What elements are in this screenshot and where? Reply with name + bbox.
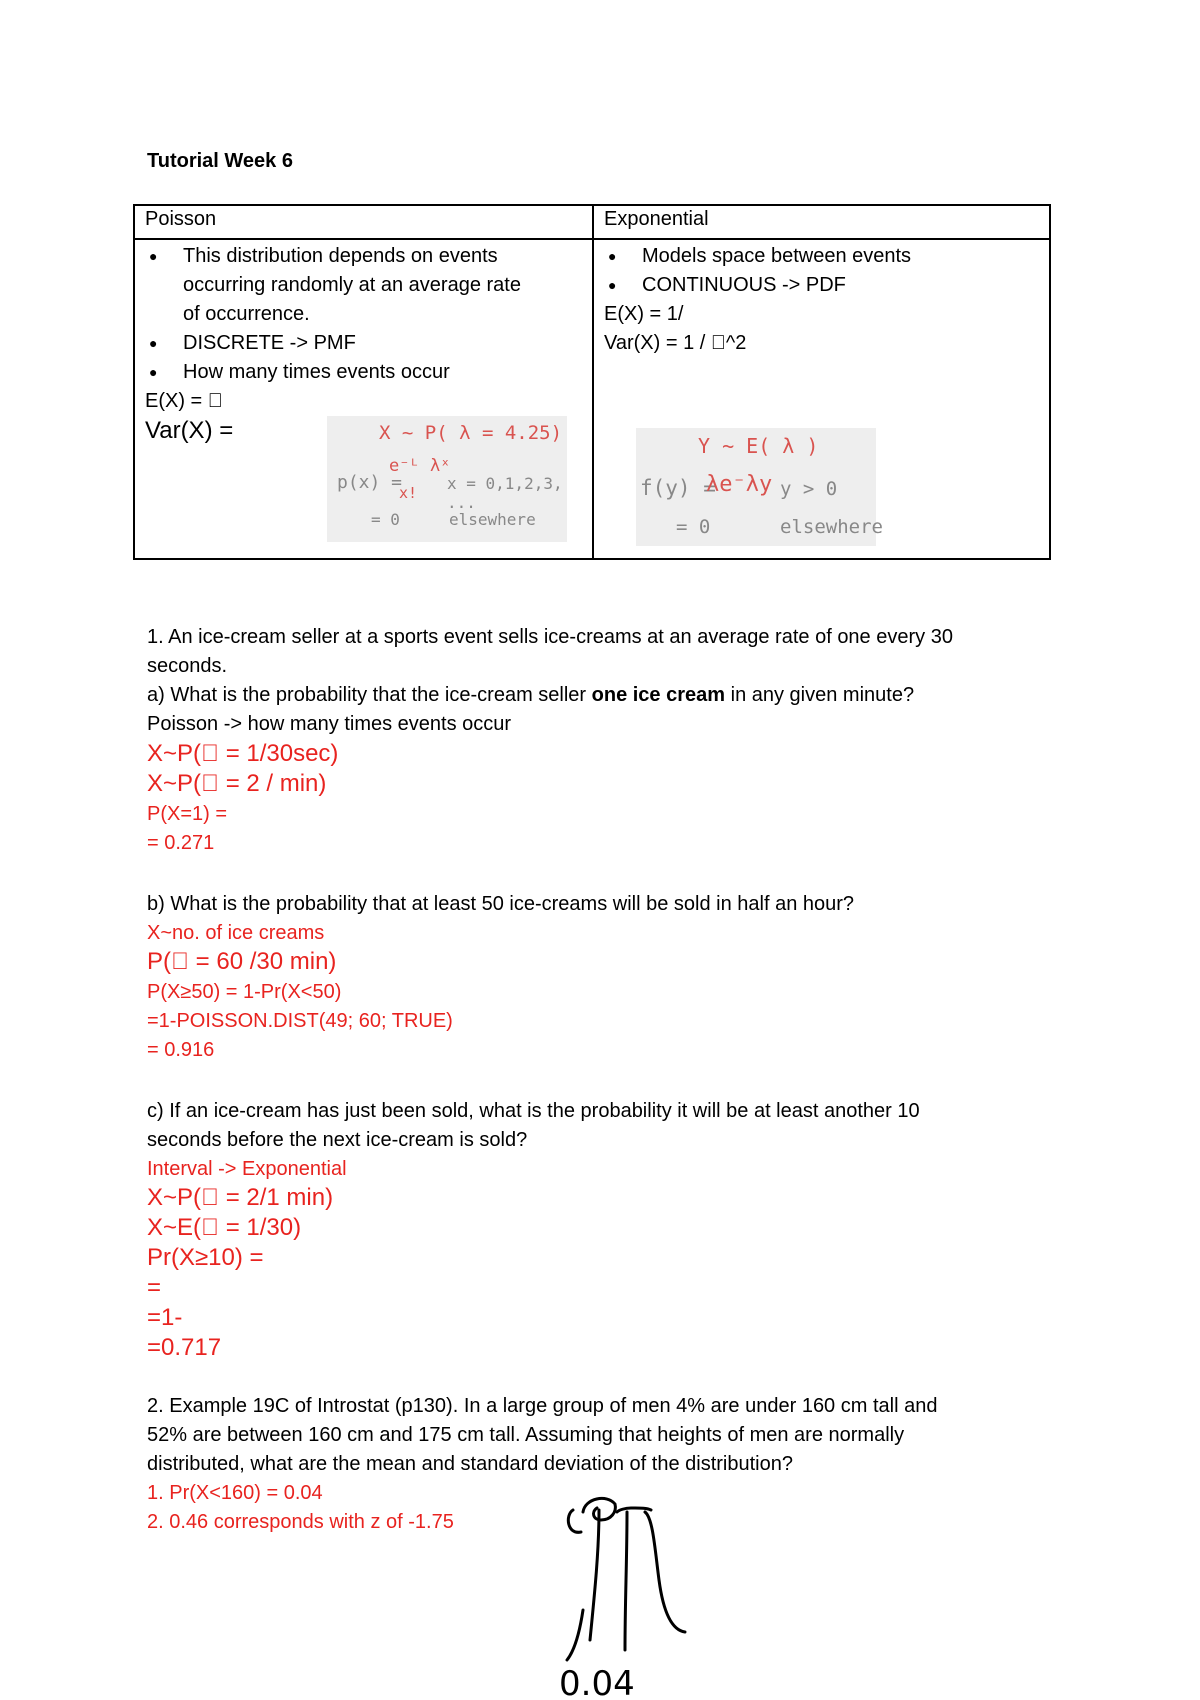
poisson-formula-den: x! — [399, 484, 418, 502]
exponential-cell — [593, 239, 1050, 559]
q1c-line2: X~P(  = 2/1 min) — [147, 1184, 334, 1211]
q1c-line6: =1- — [147, 1304, 183, 1331]
q2-text: 2. Example 19C of Introstat (p130). In a large group of men 4% are under 160 cm tall and — [147, 1395, 938, 1417]
poisson-formula-image — [327, 416, 567, 542]
poisson-header: Poisson — [134, 205, 593, 239]
q1a-line2: X~P(  = 2 / min) — [147, 770, 327, 797]
q1a-line3: P(X=1) = — [147, 803, 228, 825]
poisson-bullet: ● DISCRETE -> PMF — [145, 329, 582, 358]
q1c-question: c) If an ice-cream has just been sold, what is the probability it will be at least another 10 — [147, 1100, 920, 1122]
q1c-question-cont: seconds before the next ice-cream is sold? — [147, 1129, 528, 1151]
exponential-formula-else: elsewhere — [780, 516, 883, 538]
poisson-formula-else: elsewhere — [449, 510, 536, 529]
poisson-cell — [134, 239, 593, 559]
q2-text-cont1: 52% are between 160 cm and 175 cm tall. Assuming that heights of men are normally — [147, 1424, 905, 1446]
sketch-line-left — [590, 1510, 599, 1640]
sketch-line-mid — [625, 1512, 627, 1650]
exponential-formula-dist: Y ~ E( λ ) — [698, 434, 819, 458]
exponential-formula-zero: = 0 — [676, 516, 711, 538]
exponential-formula-fy: f(y) = — [640, 476, 716, 500]
q1a-question: a) What is the probability that the ice-cream seller one ice cream in any given minute? — [147, 684, 915, 706]
q1a-answer: = 0.271 — [147, 832, 215, 854]
sketch-bracket-left — [568, 1510, 581, 1532]
poisson-bullet: ● This distribution depends on events occurring randomly at an average rate of occurrence. — [145, 242, 582, 329]
q1b-line2: P(  = 60 /30 min) — [147, 948, 337, 975]
q2-answer2: 2. 0.46 corresponds with z of -1.75 — [147, 1511, 454, 1533]
page-title: Tutorial Week 6 — [147, 150, 293, 172]
exponential-variance: Var(X) = 1 /  ^2 — [604, 332, 747, 354]
q1c-line3: X~E(  = 1/30) — [147, 1214, 302, 1241]
exponential-formula-range: y > 0 — [780, 478, 838, 500]
q1-text: 1. An ice-cream seller at a sports event sells ice-creams at an average rate of one every 30 — [147, 626, 953, 648]
exponential-bullet: ● Models space between events — [604, 242, 1039, 271]
poisson-formula-px: p(x) = — [337, 472, 403, 493]
q2-text-cont2: distributed, what are the mean and standard deviation of the distribution? — [147, 1453, 793, 1475]
poisson-bullet: ● How many times events occur — [145, 358, 582, 387]
comparison-table — [133, 204, 1051, 560]
poisson-formula-num: e⁻ᴸ λˣ — [389, 456, 451, 476]
q1a-note: Poisson -> how many times events occur — [147, 713, 512, 735]
exponential-expectation: E(X) = 1/ — [604, 303, 684, 325]
poisson-formula-dist: X ~ P( λ = 4.25) — [379, 422, 563, 444]
q2-answer1: 1. Pr(X<160) = 0.04 — [147, 1482, 323, 1504]
poisson-formula-range: x = 0,1,2,3, ... — [447, 474, 563, 512]
poisson-variance: Var(X) = — [145, 417, 234, 444]
q1c-line1: Interval -> Exponential — [147, 1158, 347, 1180]
exponential-header: Exponential — [593, 205, 1050, 239]
q1b-line3: P(X≥50) = 1-Pr(X<50) — [147, 981, 342, 1003]
sketch-strokes — [567, 1498, 685, 1660]
q1c-answer: =0.717 — [147, 1334, 222, 1361]
sketch-label: 0.04 — [559, 1664, 635, 1700]
q1c-line5: = — [147, 1274, 162, 1301]
exponential-formula-image — [636, 428, 883, 546]
normal-curve-sketch — [555, 1490, 695, 1700]
q1a-line1: X~P(  = 1/30sec) — [147, 740, 339, 767]
q1b-line4: =1-POISSON.DIST(49; 60; TRUE) — [147, 1010, 453, 1032]
poisson-formula-zero: = 0 — [371, 510, 400, 529]
q1-text-cont: seconds. — [147, 655, 228, 677]
q1b-line1: X~no. of ice creams — [147, 922, 325, 944]
q1c-line4: Pr(X≥10) = — [147, 1244, 264, 1271]
q1b-question: b) What is the probability that at least 50 ice-creams will be sold in half an hour? — [147, 893, 855, 915]
sketch-tail-left — [567, 1610, 583, 1660]
q1b-answer: = 0.916 — [147, 1039, 215, 1061]
sketch-curve-right — [645, 1512, 685, 1632]
exponential-bullet: ● CONTINUOUS -> PDF — [604, 271, 1039, 300]
poisson-expectation: E(X) =   — [145, 390, 223, 412]
exponential-formula-expr: λe⁻λy — [706, 472, 773, 497]
